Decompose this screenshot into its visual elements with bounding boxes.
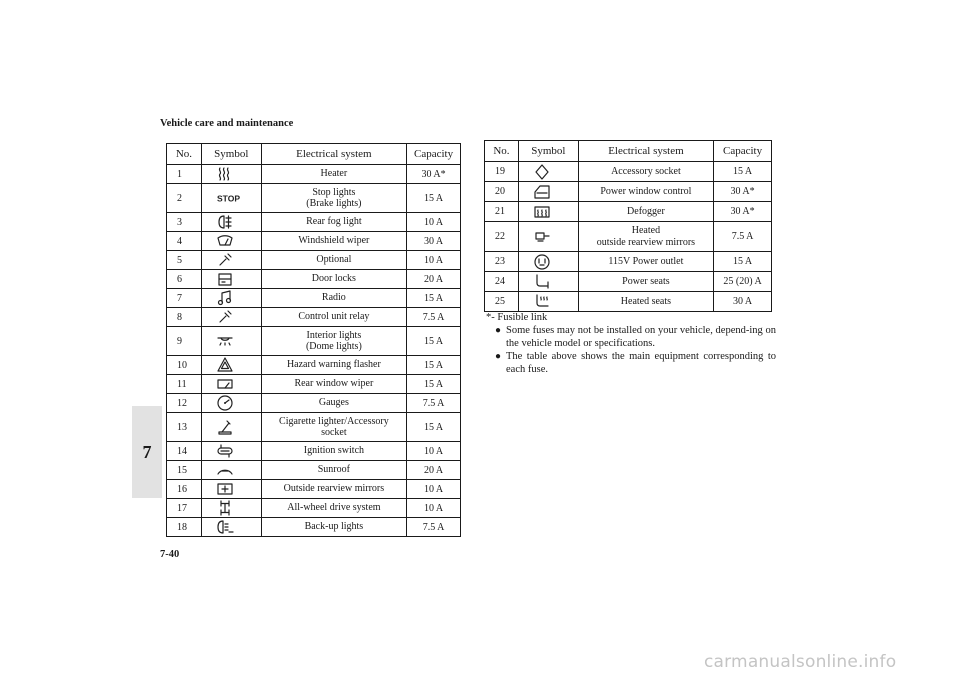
- chapter-tab: 7: [132, 406, 162, 498]
- electrical-system: [261, 270, 406, 289]
- header-electrical-system: Electrical system: [578, 141, 713, 162]
- note-text: Some fuses may not be installed on your vehicle, depend-ing on the vehicle model or specifications.: [506, 325, 776, 349]
- fuse-number: 8: [167, 308, 202, 327]
- electrical-system: [261, 442, 406, 461]
- electrical-system-text: Ignition switch: [303, 445, 365, 457]
- electrical-system-text: All-wheel drive system: [287, 502, 381, 514]
- table-row: [485, 292, 772, 312]
- power-window-icon: [533, 183, 578, 201]
- table-row: [485, 272, 772, 292]
- electrical-system: [261, 356, 406, 375]
- fuse-number: 17: [167, 499, 202, 518]
- electrical-system: [578, 272, 713, 292]
- hazard-icon: [216, 356, 261, 374]
- electrical-system: [261, 165, 406, 184]
- power-outlet-icon: [533, 253, 578, 271]
- power-seat-icon: [533, 273, 578, 291]
- fuse-table-right: [484, 140, 772, 312]
- fuse-symbol-cell: [201, 308, 261, 327]
- gauges-icon: [216, 394, 261, 412]
- table-row: [167, 518, 461, 537]
- header-symbol: Symbol: [518, 141, 578, 162]
- table-row: [485, 252, 772, 272]
- fuse-number: 7: [167, 289, 202, 308]
- table-header-row: [167, 144, 461, 165]
- fuse-capacity: 15 A: [407, 327, 461, 356]
- interior-lights-icon: [216, 332, 261, 350]
- fuse-capacity: 15 A: [407, 289, 461, 308]
- electrical-system: [261, 518, 406, 537]
- electrical-system: [261, 213, 406, 232]
- fusible-link-footnote: *- Fusible link: [486, 312, 548, 323]
- fuse-symbol-cell: [201, 375, 261, 394]
- header-electrical-system: Electrical system: [261, 144, 406, 165]
- fuse-number: 6: [167, 270, 202, 289]
- back-up-lights-icon: [216, 518, 261, 536]
- page-header: Vehicle care and maintenance: [160, 118, 294, 129]
- fuse-capacity: 7.5 A: [407, 518, 461, 537]
- radio-icon: [216, 289, 261, 307]
- fuse-capacity: 10 A: [407, 251, 461, 270]
- electrical-system-text: Defogger: [627, 205, 665, 217]
- table-row: [167, 251, 461, 270]
- fuse-number: 3: [167, 213, 202, 232]
- fuse-capacity: 7.5 A: [407, 308, 461, 327]
- table-row: [167, 461, 461, 480]
- electrical-system-text: Hazard warning flasher: [286, 359, 381, 371]
- fuse-number: 13: [167, 413, 202, 442]
- heater-icon: [216, 165, 261, 183]
- fuse-symbol-cell: [518, 272, 578, 292]
- heated-mirror-icon: [533, 228, 578, 246]
- electrical-system: [261, 461, 406, 480]
- electrical-system: [578, 222, 713, 252]
- table-row: [167, 356, 461, 375]
- fuse-number: 25: [485, 292, 519, 312]
- electrical-system-text: Cigarette lighter/Accessory socket: [279, 415, 389, 438]
- fuse-symbol-cell: [201, 251, 261, 270]
- fuse-number: 18: [167, 518, 202, 537]
- fuse-capacity: 10 A: [407, 442, 461, 461]
- fuse-number: 15: [167, 461, 202, 480]
- windshield-wiper-icon: [216, 232, 261, 250]
- fuse-symbol-cell: [201, 165, 261, 184]
- fuse-capacity: 15 A: [714, 252, 772, 272]
- fuse-symbol-cell: [518, 182, 578, 202]
- table-row: [167, 394, 461, 413]
- accessory-socket-icon: [533, 163, 578, 181]
- electrical-system: [261, 251, 406, 270]
- electrical-system: [261, 184, 406, 213]
- electrical-system-text: Power seats: [622, 275, 670, 287]
- watermark: carmanualsonline.info: [704, 652, 897, 672]
- electrical-system: [261, 480, 406, 499]
- fuse-symbol-cell: [201, 289, 261, 308]
- header-capacity: Capacity: [407, 144, 461, 165]
- table-row: [167, 289, 461, 308]
- fuse-number: 1: [167, 165, 202, 184]
- outside-mirror-icon: [216, 480, 261, 498]
- table-row: [485, 222, 772, 252]
- notes-section: [486, 311, 776, 376]
- ignition-switch-icon: [216, 442, 261, 460]
- header-no: No.: [485, 141, 519, 162]
- electrical-system-text: Gauges: [318, 397, 349, 409]
- table-row: [167, 480, 461, 499]
- stop-lights-icon: [216, 189, 261, 207]
- table-row: [167, 308, 461, 327]
- table-header-row: [485, 141, 772, 162]
- fuse-symbol-cell: [201, 394, 261, 413]
- fuse-number: 12: [167, 394, 202, 413]
- bullet-icon: ●: [495, 325, 502, 336]
- fuse-table-right-body: [485, 162, 772, 312]
- fuse-symbol-cell: [518, 222, 578, 252]
- electrical-system-text: Windshield wiper: [298, 235, 370, 247]
- fuse-capacity: 15 A: [714, 162, 772, 182]
- electrical-system-text: Stop lights (Brake lights): [306, 186, 362, 209]
- electrical-system-text: Heated seats: [620, 295, 672, 307]
- electrical-system-text: Outside rearview mirrors: [283, 483, 385, 495]
- fuse-number: 4: [167, 232, 202, 251]
- defogger-icon: [533, 203, 578, 221]
- fuse-symbol-cell: [201, 270, 261, 289]
- electrical-system-text: Interior lights (Dome lights): [305, 329, 362, 352]
- sunroof-icon: [216, 461, 261, 479]
- fuse-symbol-cell: [201, 356, 261, 375]
- rear-wiper-icon: [216, 375, 261, 393]
- table-row: [167, 165, 461, 184]
- fuse-capacity: 15 A: [407, 413, 461, 442]
- fuse-number: 9: [167, 327, 202, 356]
- fuse-capacity: 15 A: [407, 375, 461, 394]
- table-row: [485, 162, 772, 182]
- electrical-system-text: Heater: [320, 168, 348, 180]
- fuse-capacity: 30 A*: [407, 165, 461, 184]
- fuse-capacity: 15 A: [407, 184, 461, 213]
- electrical-system: [261, 499, 406, 518]
- table-row: [167, 413, 461, 442]
- fuse-capacity: 10 A: [407, 480, 461, 499]
- fuse-symbol-cell: [201, 327, 261, 356]
- electrical-system-text: 115V Power outlet: [608, 255, 684, 267]
- header-no: No.: [167, 144, 202, 165]
- table-row: [167, 375, 461, 394]
- fuse-number: 20: [485, 182, 519, 202]
- fuse-symbol-cell: [201, 184, 261, 213]
- header-symbol: Symbol: [201, 144, 261, 165]
- fuse-symbol-cell: [201, 413, 261, 442]
- table-row: [167, 499, 461, 518]
- electrical-system: [578, 182, 713, 202]
- fuse-table-left-body: [167, 165, 461, 537]
- fuse-number: 21: [485, 202, 519, 222]
- electrical-system-text: Radio: [321, 292, 346, 304]
- electrical-system: [261, 289, 406, 308]
- fuse-symbol-cell: [518, 162, 578, 182]
- header-capacity: Capacity: [714, 141, 772, 162]
- fuse-symbol-cell: [201, 442, 261, 461]
- cigarette-lighter-icon: [216, 418, 261, 436]
- fuse-symbol-cell: [201, 499, 261, 518]
- fuse-capacity: 10 A: [407, 213, 461, 232]
- fuse-number: 16: [167, 480, 202, 499]
- fuse-symbol-cell: [201, 213, 261, 232]
- table-row: [167, 232, 461, 251]
- awd-icon: [216, 499, 261, 517]
- fuse-capacity: 7.5 A: [407, 394, 461, 413]
- fuse-capacity: 30 A*: [714, 182, 772, 202]
- control-unit-icon: [216, 308, 261, 326]
- electrical-system-text: Sunroof: [317, 464, 350, 476]
- fuse-number: 2: [167, 184, 202, 213]
- fuse-number: 5: [167, 251, 202, 270]
- fuse-symbol-cell: [201, 461, 261, 480]
- fuse-capacity: 7.5 A: [714, 222, 772, 252]
- electrical-system-text: Back-up lights: [304, 521, 364, 533]
- fuse-symbol-cell: [201, 480, 261, 499]
- table-row: [167, 327, 461, 356]
- fuse-capacity: 30 A: [714, 292, 772, 312]
- electrical-system: [578, 162, 713, 182]
- electrical-system: [578, 252, 713, 272]
- table-row: [167, 270, 461, 289]
- heated-seat-icon: [533, 293, 578, 311]
- door-lock-icon: [216, 270, 261, 288]
- fuse-number: 14: [167, 442, 202, 461]
- svg-text:STOP: STOP: [216, 193, 240, 204]
- electrical-system-text: Heated outside rearview mirrors: [596, 225, 696, 248]
- electrical-system: [261, 327, 406, 356]
- electrical-system: [261, 394, 406, 413]
- fuse-capacity: 25 (20) A: [714, 272, 772, 292]
- table-row: [485, 202, 772, 222]
- fuse-capacity: 15 A: [407, 356, 461, 375]
- electrical-system: [578, 202, 713, 222]
- electrical-system-text: Rear window wiper: [294, 378, 374, 390]
- electrical-system: [261, 232, 406, 251]
- fuse-capacity: 20 A: [407, 461, 461, 480]
- table-row: [167, 184, 461, 213]
- electrical-system-text: Power window control: [600, 185, 692, 197]
- electrical-system-text: Control unit relay: [298, 311, 370, 323]
- note-item: [486, 350, 776, 376]
- fuse-symbol-cell: [518, 292, 578, 312]
- electrical-system: [261, 375, 406, 394]
- fuse-number: 10: [167, 356, 202, 375]
- electrical-system-text: Optional: [316, 254, 352, 266]
- fuse-number: 19: [485, 162, 519, 182]
- fuse-capacity: 30 A*: [714, 202, 772, 222]
- note-text: The table above shows the main equipment corresponding to each fuse.: [506, 351, 776, 375]
- page-number: 7-40: [160, 549, 180, 560]
- rear-fog-light-icon: [216, 213, 261, 231]
- fuse-number: 11: [167, 375, 202, 394]
- electrical-system-text: Accessory socket: [611, 165, 681, 177]
- table-row: [485, 182, 772, 202]
- electrical-system: [261, 413, 406, 442]
- fuse-symbol-cell: [518, 202, 578, 222]
- fuse-capacity: 30 A: [407, 232, 461, 251]
- note-item: [486, 324, 776, 350]
- fuse-symbol-cell: [518, 252, 578, 272]
- optional-icon: [216, 251, 261, 269]
- fuse-capacity: 10 A: [407, 499, 461, 518]
- electrical-system-text: Door locks: [311, 273, 356, 285]
- fuse-symbol-cell: [201, 518, 261, 537]
- table-row: [167, 442, 461, 461]
- fuse-number: 23: [485, 252, 519, 272]
- fuse-number: 24: [485, 272, 519, 292]
- electrical-system-text: Rear fog light: [306, 216, 362, 228]
- fuse-table-left: [166, 143, 461, 537]
- fuse-capacity: 20 A: [407, 270, 461, 289]
- electrical-system: [578, 292, 713, 312]
- bullet-icon: ●: [495, 351, 502, 362]
- electrical-system: [261, 308, 406, 327]
- fuse-symbol-cell: [201, 232, 261, 251]
- fuse-number: 22: [485, 222, 519, 252]
- table-row: [167, 213, 461, 232]
